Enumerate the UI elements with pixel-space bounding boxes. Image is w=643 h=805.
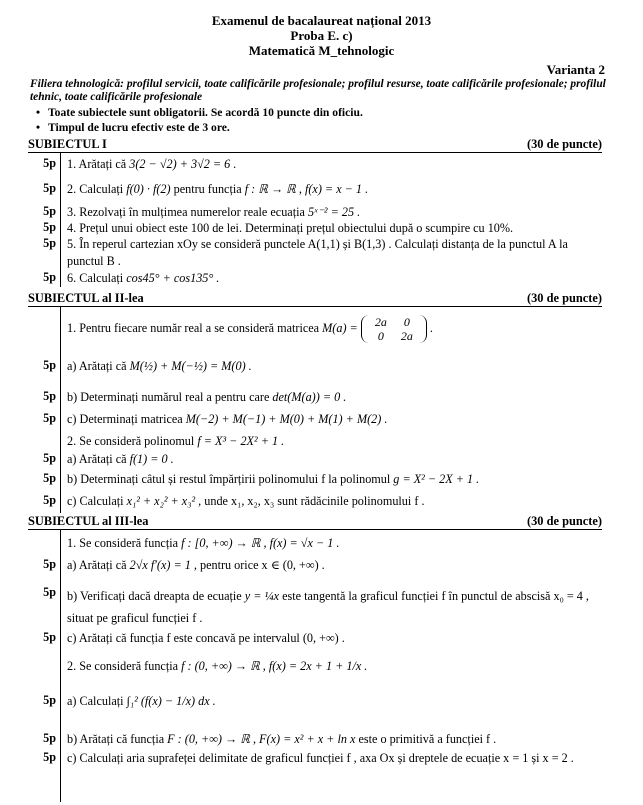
section-points: (30 de puncte) (526, 137, 602, 151)
points-label: 5p (43, 451, 56, 465)
points-label: 5p (43, 156, 56, 170)
section-title: SUBIECTUL al II-lea (28, 291, 144, 305)
item-text: 4. Prețul unui obiect este 100 de lei. Determinați prețul obiectului după o scumpire cu 10%. (67, 221, 514, 235)
item-text: c) Calculați x₁² + x₂² + x₃² , unde x₁, x₂, x₃ sunt rădăcinile polinomului f . (67, 494, 425, 508)
exam-title: Examenul de bacalaureat național 2013 (211, 13, 432, 28)
points-label: 5p (43, 220, 56, 234)
item-text: a) Calculați ∫₁² (f(x) − 1/x) dx . (67, 694, 216, 708)
points-label: 5p (43, 204, 56, 218)
section-header-1 (28, 137, 602, 153)
item-text: 2. Se consideră funcția f : (0, +∞) → ℝ , f(x) = 2x + 1 + 1/x . (67, 659, 368, 673)
points-label: 5p (43, 471, 56, 485)
margin-line (60, 307, 61, 513)
points-label: 5p (43, 750, 56, 764)
item-text: 3. Rezolvați în mulțimea numerelor reale ecuația 5ˣ⁻² = 25 . (67, 205, 361, 219)
points-label: 5p (43, 389, 56, 403)
item-text: c) Calculați aria suprafeței delimitate de graficul funcției f , axa Ox și dreptele de ecuație x = 1 și x = 2 . (67, 751, 574, 765)
points-label: 5p (43, 358, 56, 372)
section-points: (30 de puncte) (526, 291, 602, 305)
points-label: 5p (43, 411, 56, 425)
exam-subject: Matematică M_tehnologic (248, 43, 395, 58)
rule-1: • Toate subiectele sunt obligatorii. Se acordă 10 puncte din oficiu. (48, 106, 363, 119)
points-label: 5p (43, 236, 56, 250)
points-label: 5p (43, 630, 56, 644)
points-label: 5p (43, 493, 56, 507)
points-label: 5p (43, 557, 56, 571)
item-text: a) Arătați că f(1) = 0 . (67, 452, 174, 466)
item-text: 6. Calculați cos45° + cos135° . (67, 271, 220, 285)
item-text: c) Arătați că funcția f este concavă pe intervalul (0, +∞) . (67, 631, 345, 645)
margin-line (60, 153, 61, 287)
points-label: 5p (43, 731, 56, 745)
item-text: b) Arătați că funcția F : (0, +∞) → ℝ , F(x) = x² + x + ln x este o primitivă a funcției f . (67, 732, 497, 746)
section-title: SUBIECTUL al III-lea (28, 514, 149, 528)
exam-proba: Proba E. c) (290, 28, 353, 43)
points-label: 5p (43, 270, 56, 284)
points-label: 5p (43, 693, 56, 707)
item-text: b) Determinați numărul real a pentru care det(M(a)) = 0 . (67, 390, 347, 404)
margin-line (60, 530, 61, 802)
item-text: c) Determinați matricea M(−2) + M(−1) + M(0) + M(1) + M(2) . (67, 412, 388, 426)
item-text: 1. Se consideră funcția f : [0, +∞) → ℝ , f(x) = √x − 1 . (67, 536, 340, 550)
item-text: b) Verificați dacă dreapta de ecuație y = ¼x este tangentă la graficul funcției f în punctul de abscisă x₀ = 4 , situat pe graficul funcției f . (67, 589, 589, 625)
item-text: 5. În reperul cartezian xOy se consideră punctele A(1,1) și B(1,3) . Calculați distanța de la punctul A la punctul B . (67, 237, 568, 268)
section-header-3 (28, 514, 602, 530)
item-text: 1. Pentru fiecare număr real a se consideră matricea M(a) = 2a 0 0 2a . (67, 315, 433, 343)
section-title: SUBIECTUL I (28, 137, 107, 151)
section-points: (30 de puncte) (526, 514, 602, 528)
item-text: 2. Calculați f(0) · f(2) pentru funcția f : ℝ → ℝ , f(x) = x − 1 . (67, 182, 369, 196)
matrix-m-a: 2a 0 0 2a (361, 315, 427, 343)
item-text: 1. Arătați că 3(2 − √2) + 3√2 = 6 . (67, 157, 237, 171)
section-header-2 (28, 291, 602, 307)
item-text: b) Determinați câtul și restul împărțirii polinomului f la polinomul g = X² − 2X + 1 . (67, 472, 480, 486)
filiera-text: Filiera tehnologică: profilul servicii, toate calificările profesionale; profilul resurse, toate calificările profesionale; profilul tehnic, toate calificările profesionale (30, 78, 606, 103)
item-text: 2. Se consideră polinomul f = X³ − 2X² + 1 . (67, 434, 285, 448)
item-text: a) Arătați că 2√x f′(x) = 1 , pentru orice x ∈ (0, +∞) . (67, 558, 325, 572)
rule-2: • Timpul de lucru efectiv este de 3 ore. (48, 121, 230, 134)
points-label: 5p (43, 585, 56, 599)
points-label: 5p (43, 181, 56, 195)
exam-variant: Varianta 2 (546, 62, 605, 77)
item-text: a) Arătați că M(½) + M(−½) = M(0) . (67, 359, 252, 373)
